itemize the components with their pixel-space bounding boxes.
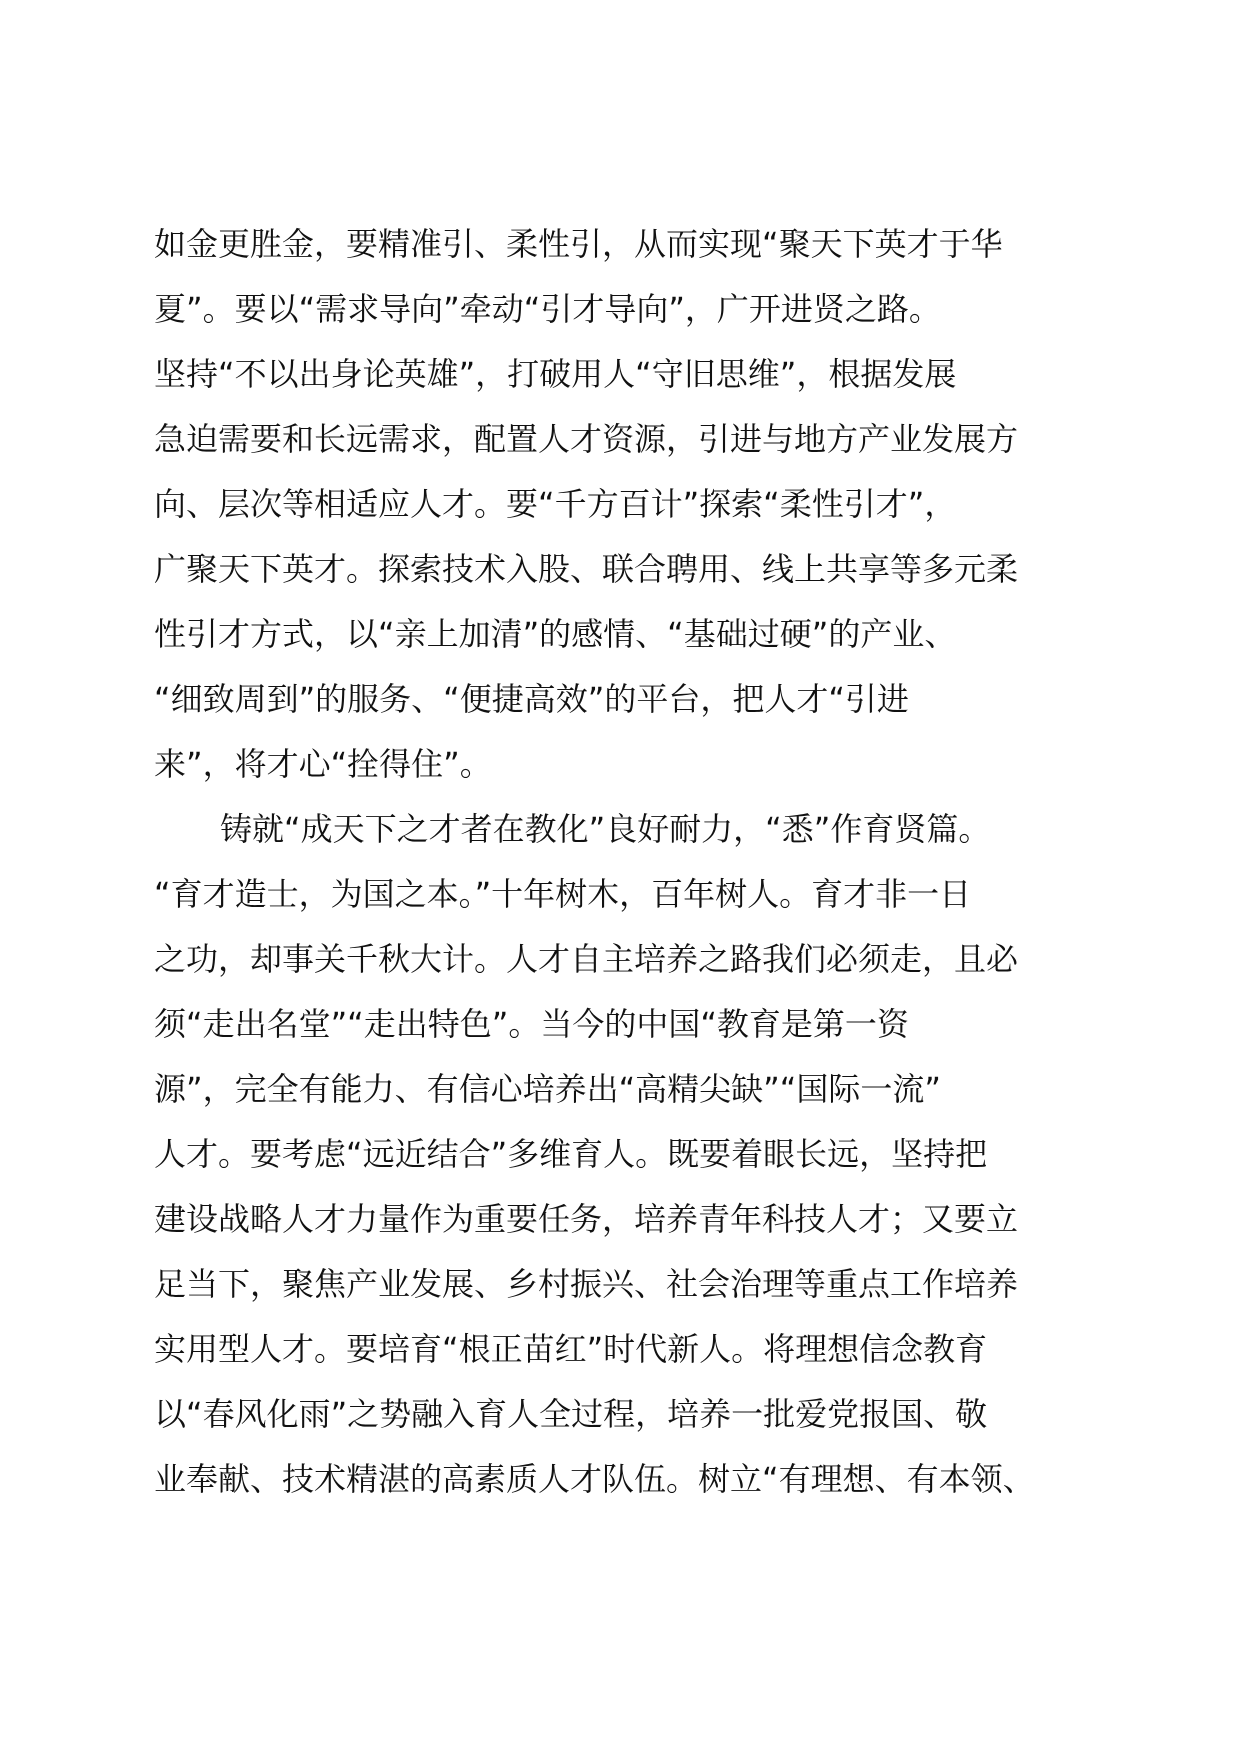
text-line-18: 实用型人才。要培育“根正苗红”时代新人。将理想信念教育 (154, 1330, 988, 1368)
text-line-17: 足当下，聚焦产业发展、乡村振兴、社会治理等重点工作培养 (154, 1265, 1019, 1303)
text-line-12: 之功，却事关千秋大计。人才自主培养之路我们必须走，且必 (154, 940, 1019, 978)
text-line-15: 人才。要考虑“远近结合”多维育人。既要着眼长远，坚持把 (154, 1135, 988, 1173)
text-line-14: 源”，完全有能力、有信心培养出“高精尖缺”“国际一流” (154, 1070, 941, 1108)
text-line-19: 以“春风化雨”之势融入育人全过程，培养一批爱党报国、敬 (154, 1395, 988, 1433)
text-line-8: “细致周到”的服务、“便捷高效”的平台，把人才“引进 (154, 680, 909, 718)
text-line-13: 须“走出名堂”“走出特色”。当今的中国“教育是第一资 (154, 1005, 909, 1043)
text-line-6: 广聚天下英才。探索技术入股、联合聘用、线上共享等多元柔 (154, 550, 1019, 588)
text-line-11: “育才造士，为国之本。”十年树木，百年树人。育才非一日 (154, 875, 972, 913)
body-text (154, 212, 1094, 1512)
text-line-2: 夏”。要以“需求导向”牵动“引才导向”，广开进贤之路。 (154, 290, 941, 328)
text-line-20: 业奉献、技术精湛的高素质人才队伍。树立“有理想、有本领、 (154, 1460, 1035, 1498)
text-line-16: 建设战略人才力量作为重要任务，培养青年科技人才；又要立 (154, 1200, 1019, 1238)
text-line-5: 向、层次等相适应人才。要“千方百计”探索“柔性引才”， (154, 485, 957, 523)
text-line-9: 来”，将才心“拴得住”。 (154, 745, 492, 783)
text-line-4: 急迫需要和长远需求，配置人才资源，引进与地方产业发展方 (154, 420, 1019, 458)
text-line-1: 如金更胜金，要精准引、柔性引，从而实现“聚天下英才于华 (154, 225, 1003, 263)
text-line-3: 坚持“不以出身论英雄”，打破用人“守旧思维”，根据发展 (154, 355, 957, 393)
text-line-7: 性引才方式，以“亲上加清”的感情、“基础过硬”的产业、 (154, 615, 957, 653)
paragraph-start-line: 铸就“成天下之才者在教化”良好耐力，“悉”作育贤篇。 (220, 810, 991, 848)
